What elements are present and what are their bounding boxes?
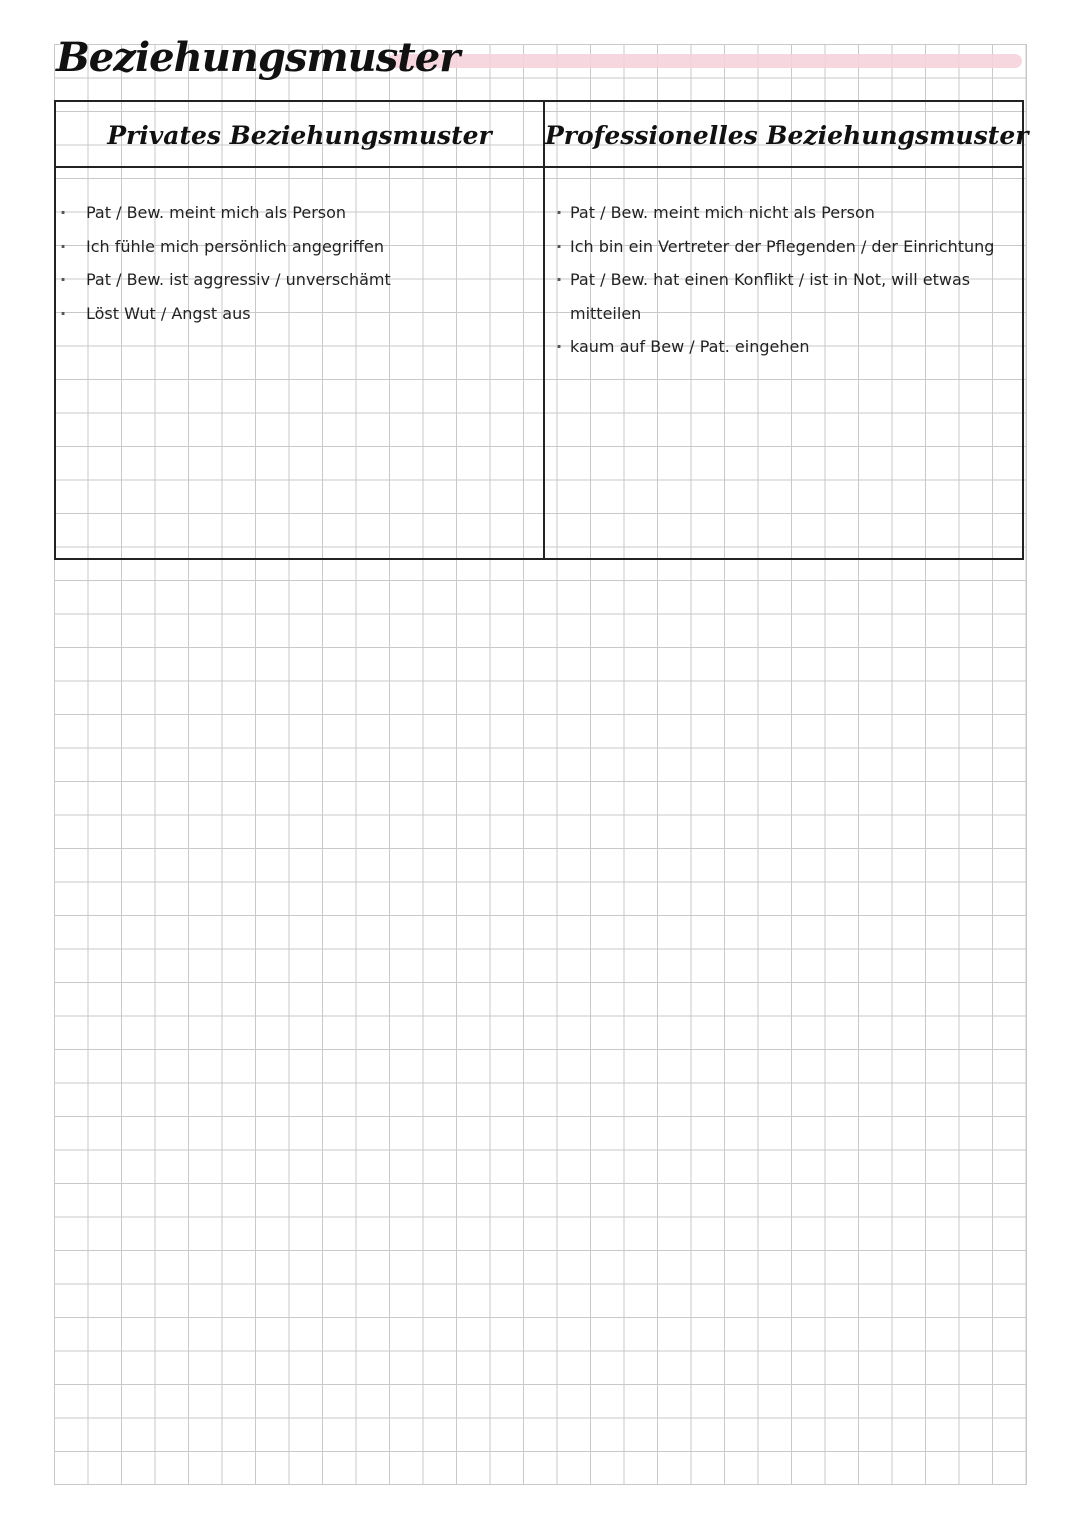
- right-column-list: [560, 196, 1010, 364]
- list-item: · Pat / Bew. meint mich nicht als Person: [560, 196, 1010, 230]
- header-divider: [56, 166, 1022, 168]
- list-item: · Pat / Bew. meint mich als Person: [60, 196, 530, 230]
- left-column-list: [60, 196, 530, 330]
- right-column-header: Professionelles Beziehungsmuster: [545, 121, 1029, 150]
- list-item: · Ich bin ein Vertreter der Pflegenden / der Einrichtung: [560, 230, 1010, 264]
- list-item: · Ich fühle mich persönlich angegriffen: [60, 230, 530, 264]
- list-item: · Löst Wut / Angst aus: [60, 297, 530, 331]
- left-column-header: Privates Beziehungsmuster: [107, 121, 492, 150]
- page-title: Beziehungsmuster: [56, 34, 460, 81]
- column-divider: [543, 102, 545, 558]
- comparison-table: [54, 100, 1029, 560]
- list-item: · Pat / Bew. ist aggressiv / unverschämt: [60, 263, 530, 297]
- title-highlight: [388, 54, 1022, 68]
- list-item: · Pat / Bew. hat einen Konflikt / ist in Not, will etwas mitteilen: [560, 263, 1010, 330]
- list-item: · kaum auf Bew / Pat. eingehen: [560, 330, 1010, 364]
